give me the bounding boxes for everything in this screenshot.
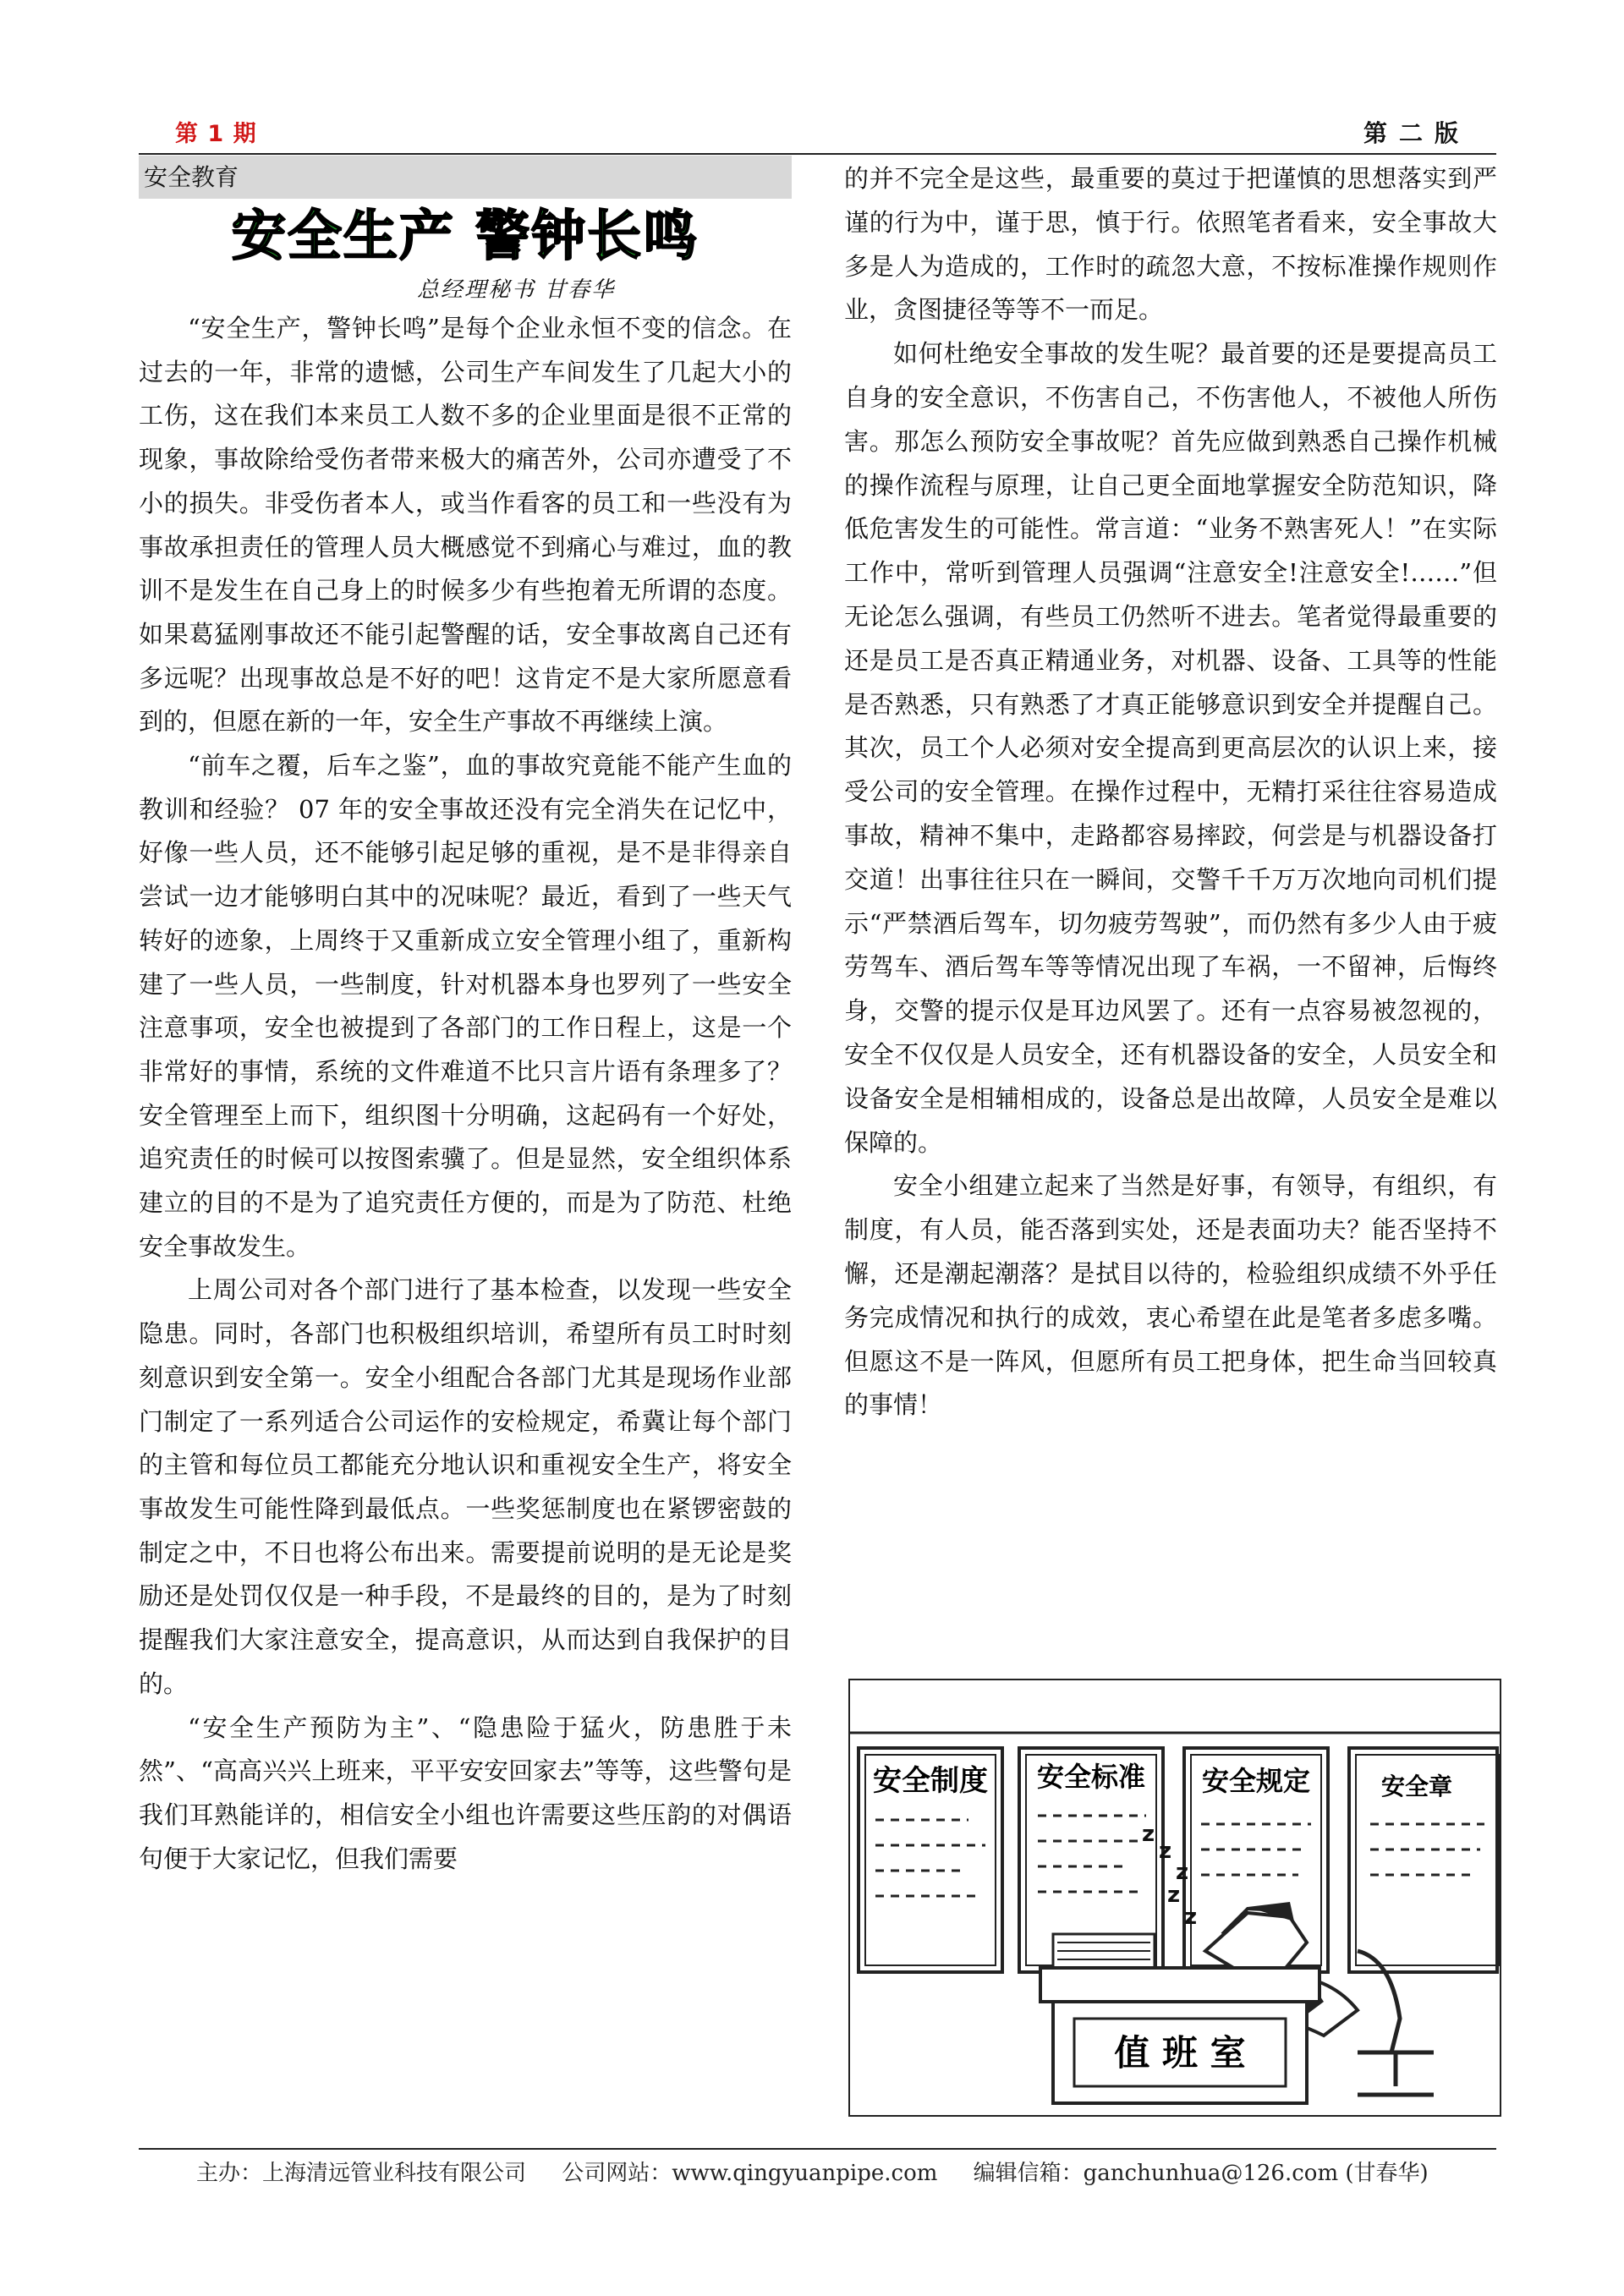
board-rules	[859, 1748, 1002, 1972]
snore-z: z	[1167, 1882, 1181, 1908]
article-byline: 总经理秘书 甘春华	[416, 277, 616, 303]
board-code	[1349, 1748, 1500, 1972]
snore-z: z	[1184, 1904, 1198, 1930]
board-label: 安全制度	[873, 1764, 988, 1798]
section-label: 安全教育	[139, 156, 792, 199]
board-label: 安全标准	[1036, 1761, 1146, 1793]
snore-z: z	[1142, 1822, 1155, 1847]
right-body	[844, 157, 1497, 1427]
footer-email[interactable]: 编辑信箱：ganchunhua@126.com (甘春华)	[973, 2161, 1429, 2186]
paragraph: “安全生产，警钟长鸣”是每个企业永恒不变的信念。在过去的一年，非常的遗憾，公司生产车间发生了几起大小的工伤，这在我们本来员工人数不多的企业里面是很不正常的现象，事故除给受伤者带来极大的痛苦外，公司亦遭受了不小的损失。非受伤者本人，或当作看客的员工和一些没有为事故承担责任的管理人员大概感觉不到痛心与难过，血的教训不是发生在自己身上的时候多少有些抱着无所谓的态度。如果葛猛刚事故还不能引起警醒的话，安全事故离自己还有多远呢？出现事故总是不好的吧！这肯定不是大家所愿意看到的，但愿在新的一年，安全生产事故不再继续上演。	[139, 314, 792, 737]
board-label: 安全规定	[1201, 1765, 1311, 1797]
edition-label: 第二版	[1363, 119, 1471, 147]
paragraph: “前车之覆，后车之鉴”，血的事故究竟能不能产生血的教训和经验？ 07 年的安全事故还没有完全消失在记忆中，好像一些人员，还不能够引起足够的重视，是不是非得亲自尝试一边才能够明白其中的况味呢？最近，看到了一些天气转好的迹象，上周终于又重新成立安全管理小组了，重新构建了一些人员，一些制度，针对机器本身也罗列了一些安全注意事项，安全也被提到了各部门的工作日程上，这是一个非常好的事情，系统的文件难道不比只言片语有条理多了？安全管理至上而下，组织图十分明确，这起码有一个好处，追究责任的时候可以按图索骥了。但是显然，安全组织体系建立的目的不是为了追究责任方便的，而是为了防范、杜绝安全事故发生。	[139, 751, 792, 1261]
cartoon-svg	[850, 1680, 1500, 2115]
footer-rule	[139, 2148, 1496, 2150]
paragraph: 安全小组建立起来了当然是好事，有领导，有组织，有制度，有人员，能否落到实处，还是表面功夫？能否坚持不懈，还是潮起潮落？是拭目以待的，检验组织成绩不外乎任务完成情况和执行的成效，衷心希望在此是笔者多虑多嘴。但愿这不是一阵风，但愿所有员工把身体，把生命当回较真的事情！	[844, 1171, 1497, 1420]
footer-sponsor: 主办：上海清远管业科技有限公司	[196, 2161, 527, 2186]
right-column	[844, 157, 1497, 1427]
paragraph-continued: 的并不完全是这些，最重要的莫过于把谨慎的思想落实到严谨的行为中，谨于思，慎于行。依照笔者看来，安全事故大多是人为造成的，工作时的疏忽大意，不按标准操作规则作业，贪图捷径等等不一而足。	[844, 164, 1497, 325]
paper-stack	[1053, 1934, 1155, 1968]
left-body	[139, 307, 792, 1881]
paragraph: 如何杜绝安全事故的发生呢？最首要的还是要提高员工自身的安全意识，不伤害自己，不伤害他人，不被他人所伤害。那怎么预防安全事故呢？首先应做到熟悉自己操作机械的操作流程与原理，让自己更全面地掌握安全防范知识，降低危害发生的可能性。常言道：“业务不熟害死人！”在实际工作中，常听到管理人员强调“注意安全!注意安全!……”但无论怎么强调，有些员工仍然听不进去。笔者觉得最重要的还是员工是否真正精通业务，对机器、设备、工具等的性能是否熟悉，只有熟悉了才真正能够意识到安全并提醒自己。其次，员工个人必须对安全提高到更高层次的认识上来，接受公司的安全管理。在操作过程中，无精打采往往容易造成事故，精神不集中，走路都容易摔跤，何尝是与机器设备打交道！出事往往只在一瞬间，交警千千万万次地向司机们提示“严禁酒后驾车，切勿疲劳驾驶”，而仍然有多少人由于疲劳驾车、酒后驾车等等情况出现了车祸，一不留神，后悔终身，交警的提示仅是耳边风罢了。还有一点容易被忽视的，安全不仅仅是人员安全，还有机器设备的安全，人员安全和设备安全是相辅相成的，设备总是出故障，人员安全是难以保障的。	[844, 339, 1497, 1157]
left-column	[139, 156, 792, 1881]
issue-number: 第 1 期	[175, 121, 257, 147]
cartoon-illustration	[848, 1679, 1501, 2117]
duty-room-sign: 值 班 室	[1114, 2032, 1246, 2074]
article-title: 安全生产 警钟长鸣	[231, 205, 700, 268]
footer	[196, 2156, 1457, 2187]
duty-desk	[1040, 1968, 1320, 2103]
footer-website[interactable]: 公司网站：www.qingyuanpipe.com	[562, 2161, 938, 2186]
paragraph: 上周公司对各个部门进行了基本检查，以发现一些安全隐患。同时，各部门也积极组织培训，希望所有员工时时刻刻意识到安全第一。安全小组配合各部门尤其是现场作业部门制定了一系列适合公司运作的安检规定，希冀让每个部门的主管和每位员工都能充分地认识和重视安全生产，将安全事故发生可能性降到最低点。一些奖惩制度也在紧锣密鼓的制定之中，不日也将公布出来。需要提前说明的是无论是奖励还是处罚仅仅是一种手段，不是最终的目的，是为了时刻提醒我们大家注意安全，提高意识，从而达到自我保护的目的。	[139, 1275, 792, 1698]
board-label: 安全章	[1380, 1773, 1453, 1800]
paragraph: “安全生产预防为主”、“隐患险于猛火，防患胜于未然”、“高高兴兴上班来，平平安安回家去”等等，这些警句是我们耳熟能详的，相信安全小组也许需要这些压韵的对偶语句便于大家记忆，但我们需要	[139, 1712, 792, 1873]
snore-z: z	[1176, 1860, 1189, 1885]
header-rule	[139, 153, 1496, 155]
snore-z: z	[1159, 1838, 1172, 1864]
